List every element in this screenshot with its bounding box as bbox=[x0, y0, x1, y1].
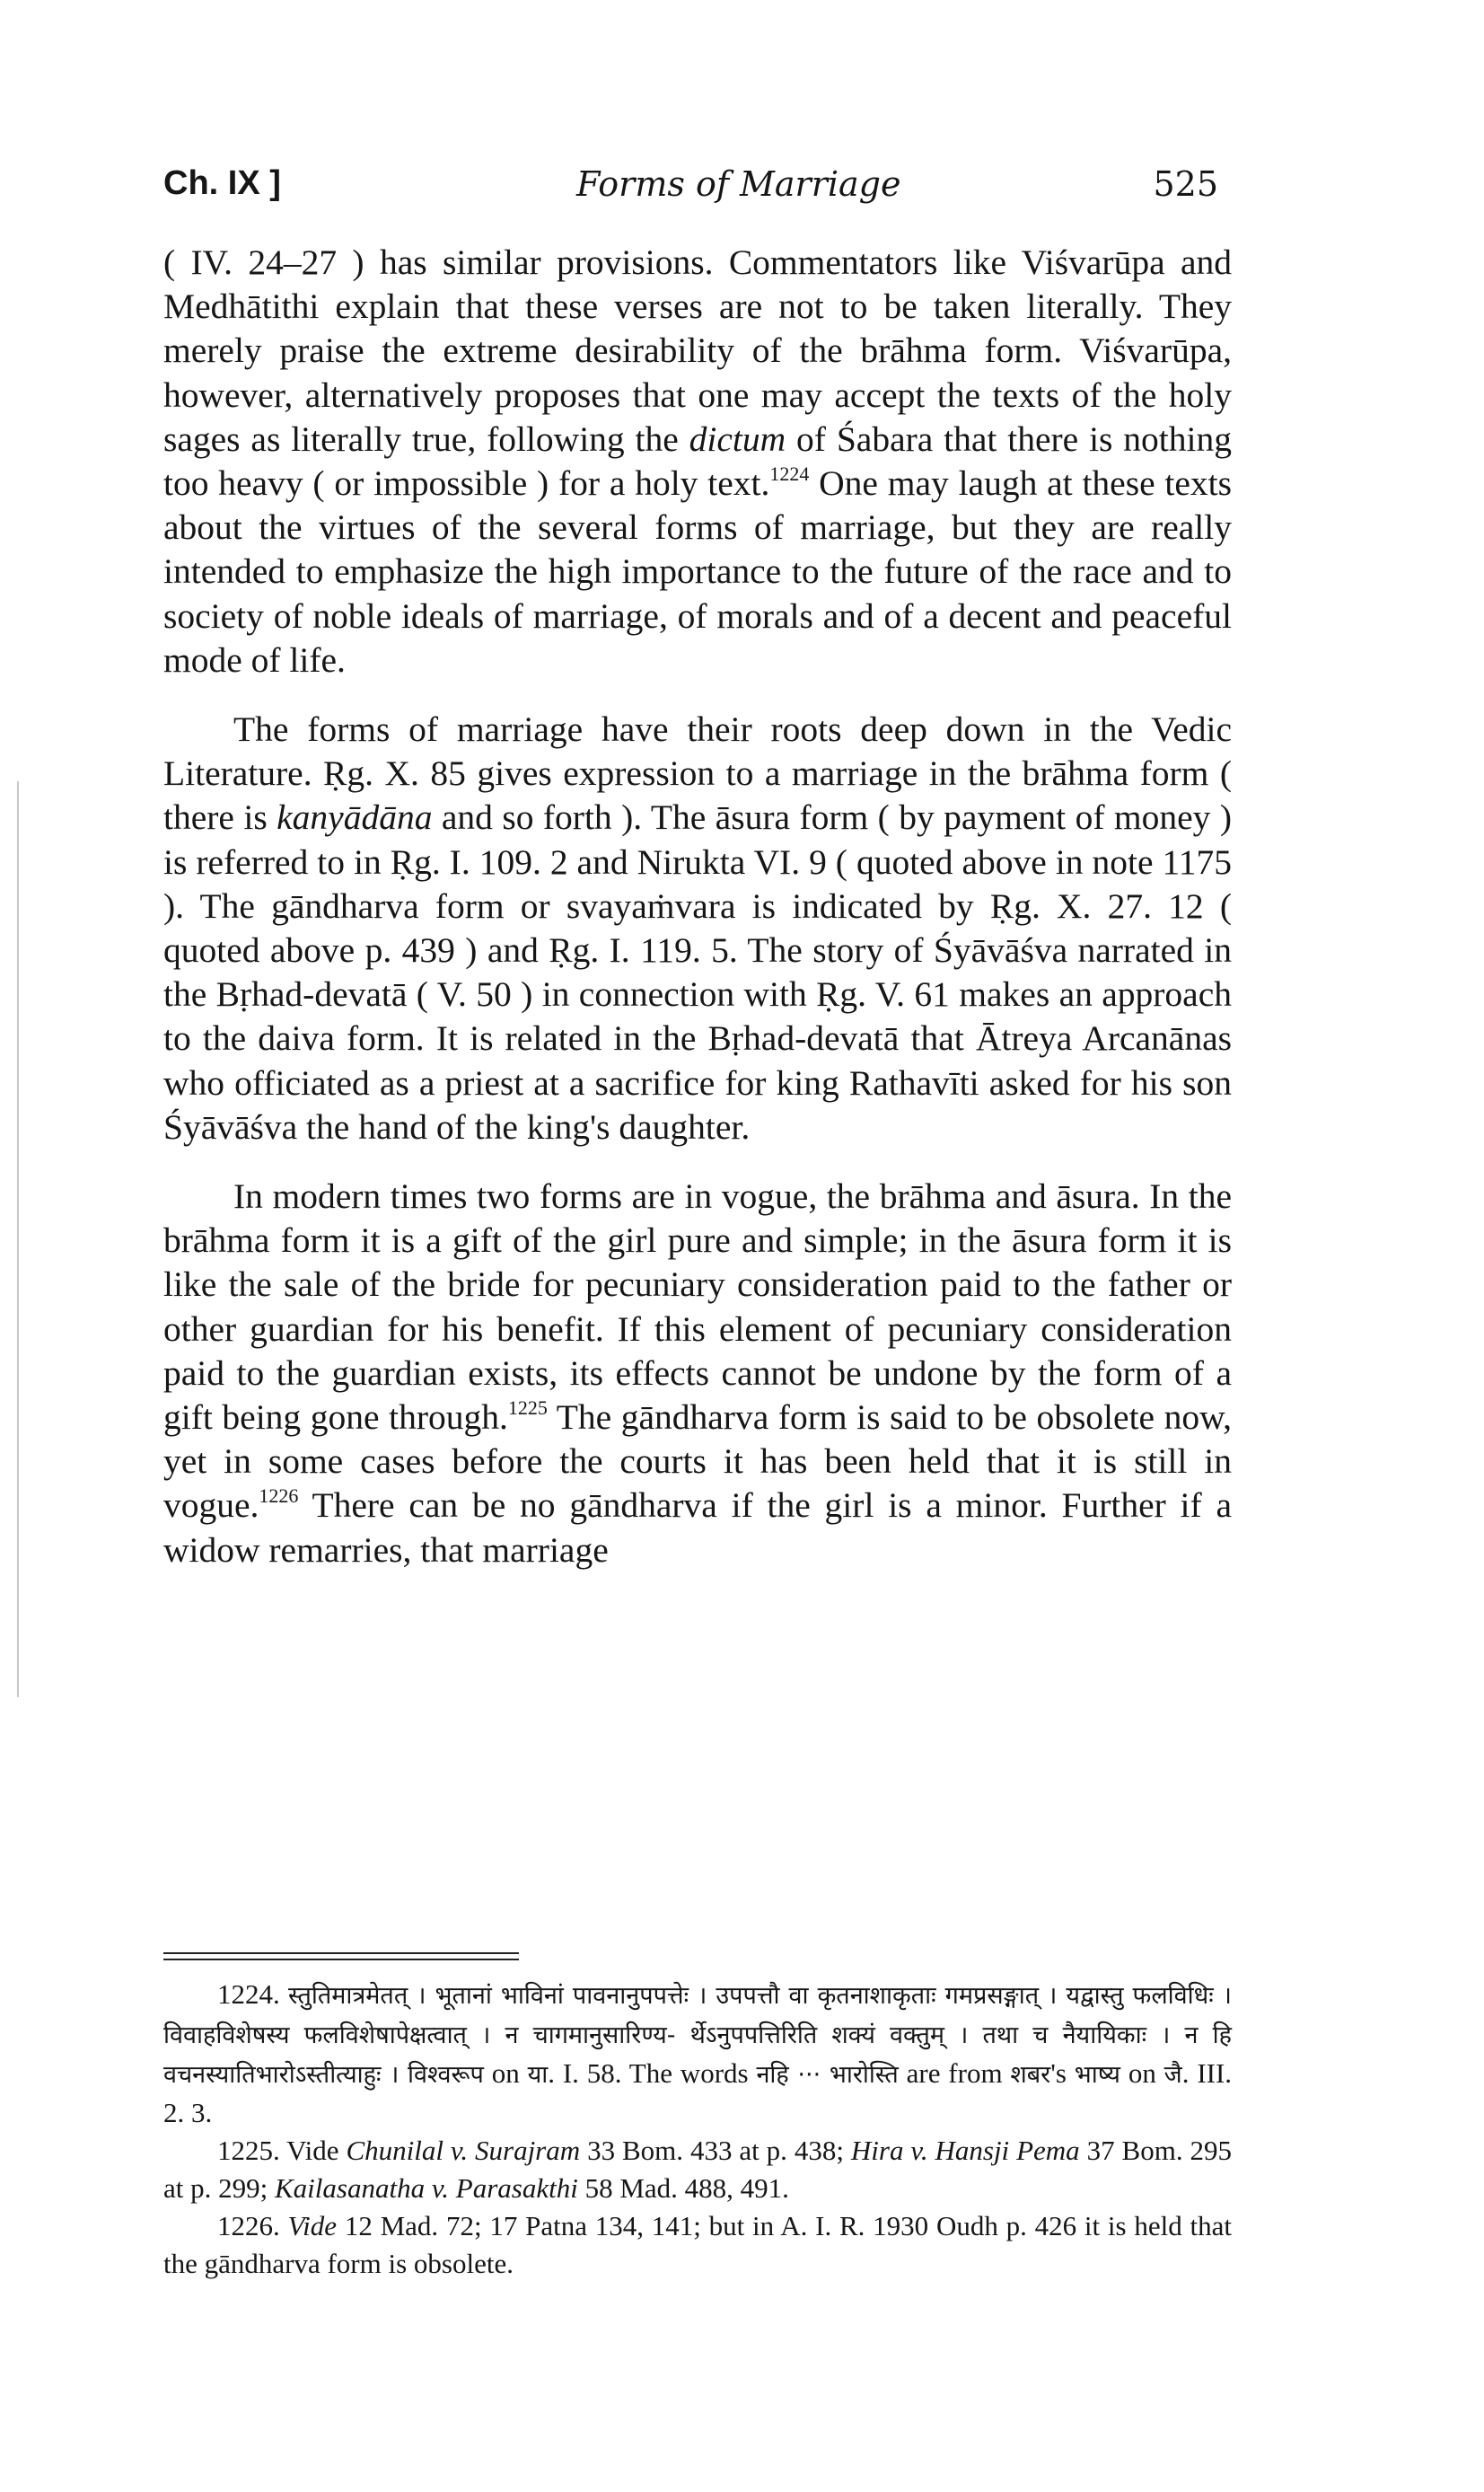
footnote-number: 1226. bbox=[217, 2210, 280, 2241]
footnote-1226: 1226. Vide 12 Mad. 72; 17 Patna 134, 141; but in A. I. R. 1930 Oudh p. 426 it is held that the gāndharva form is obsolete. bbox=[163, 2210, 1232, 2279]
footnote-rule-top bbox=[163, 1952, 519, 1954]
page-number: 525 bbox=[1153, 164, 1218, 204]
running-title: Forms of Marriage bbox=[576, 164, 901, 204]
chapter-label: Ch. IX ] bbox=[163, 164, 281, 202]
footnote-number: 1225. bbox=[217, 2135, 280, 2166]
paragraph-3: In modern times two forms are in vogue, the brāhma and āsura. In the brāhma form it is a gift of the girl pure and simple; in the āsura form it is like the sale of the bride for pecuniary consideration paid to the father or other guardian for his benefit. If this element of pecuniary consideration paid to the guardian exists, its effects cannot be undone by the form of a gift being gone through.$^{1225}$ The gāndharva form is said to be obsolete now, yet in some cases before the courts it has been held that it is still in vogue.$^{1226}$ There can be no gāndharva if the girl is a minor. Further if a widow remarries, that marriage bbox=[163, 1176, 1232, 1570]
footnote-rule-bottom bbox=[163, 1959, 519, 1960]
footnote-ref-1226[interactable]: 1226 bbox=[259, 1484, 299, 1508]
footnote-1224: 1224. स्तुतिमात्रमेतत् । भूतानां भाविनां पावनानुपपत्तेः । उपपत्तौ वा कृतनाशाकृताः गमप्रसङ्गात् । यद्वास्तु फलविधिः । विवाहविशेषस्य फलविशेषापेक्षत्वात् । न चागमानुसारिण्य- र्थेऽनुपपत्तिरिति शक्यं वक्तुम् । तथा च नैयायिकाः । न हि वचनस्यातिभारोऽस्तीत्याहुः । विश्वरूप on या. I. 58. The words नहि ··· भारोस्ति are from शबर's भाष्य on जै. III. 2. 3. bbox=[163, 1978, 1233, 2128]
footnote-number: 1224. bbox=[217, 1978, 280, 2010]
case-name: Kailasanatha v. Parasakthi bbox=[275, 2172, 578, 2204]
case-name: Hira v. Hansji Pema bbox=[850, 2135, 1080, 2166]
case-name: Chunilal v. Surajram bbox=[346, 2135, 581, 2166]
devanagari-quote: स्तुतिमात्रमेतत् । भूतानां भाविनां पावनानुपपत्तेः । उपपत्तौ वा कृतनाशाकृताः गमप्रसङ्गात् । यद्वास्तु फलविधिः । विवाहविशेषस्य फलविशेषापेक्षत्वात् । न चागमानुसारिण्य- र्थेऽनुपपत्तिरिति शक्यं वक्तुम् । तथा च नैयायिकाः । न हि वचनस्यातिभारोऽस्तीत्याहुः । विश्वरूप bbox=[163, 1982, 1232, 2089]
binding-edge-line bbox=[17, 781, 19, 1697]
italic-term: Vide bbox=[287, 2210, 338, 2241]
body-text bbox=[163, 241, 1232, 1572]
footnote-ref-1225[interactable]: 1225 bbox=[507, 1396, 548, 1420]
running-header bbox=[163, 164, 1218, 218]
paragraph-1: ( IV. 24–27 ) has similar provisions. Commentators like Viśvarūpa and Medhātithi explain that these verses are not to be taken literally. They merely praise the extreme desirability of the brāhma form. Viśvarūpa, however, alternatively proposes that one may accept the texts of the holy sages as literally true, following the dictum of Śabara that there is nothing too heavy ( or impossible ) for a holy text.$^{1224}$ One may laugh at these texts about the virtues of the several forms of marriage, but they are really intended to emphasize the high importance to the future of the race and to society of noble ideals of marriage, of morals and of a decent and peaceful mode of life. bbox=[163, 242, 1233, 680]
footnote-ref-1224[interactable]: 1224 bbox=[769, 462, 810, 486]
italic-term: kanyādāna bbox=[277, 797, 433, 838]
footnote-1225: 1225. Vide Chunilal v. Surajram 33 Bom. 433 at p. 438; Hira v. Hansji Pema 37 Bom. 295 at p. 299; Kailasanatha v. Parasakthi 58 Mad. 488, 491. bbox=[163, 2135, 1232, 2204]
italic-term: dictum bbox=[689, 418, 786, 459]
footnotes bbox=[163, 1976, 1232, 2283]
paragraph-2: The forms of marriage have their roots deep down in the Vedic Literature. Ṛg. X. 85 gives expression to a marriage in the brāhma form ( there is kanyādāna and so forth ). The āsura form ( by payment of money ) is referred to in Ṛg. I. 109. 2 and Nirukta VI. 9 ( quoted above in note 1175 ). The gāndharva form or svayaṁvara is indicated by Ṛg. X. 27. 12 ( quoted above p. 439 ) and Ṛg. I. 119. 5. The story of Śyāvāśva narrated in the Bṛhad-devatā ( V. 50 ) in connection with Ṛg. V. 61 makes an approach to the daiva form. It is related in the Bṛhad-devatā that Ātreya Arcanānas who officiated as a priest at a sacrifice for king Rathavīti asked for his son Śyāvāśva the hand of the king's daughter. bbox=[163, 709, 1232, 1147]
